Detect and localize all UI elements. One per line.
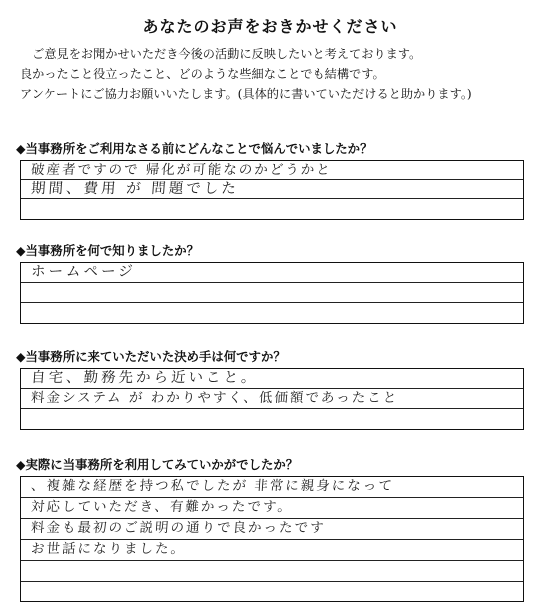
intro-line: 良かったこと役立ったこと、どのような些細なことでも結構です。 — [20, 67, 385, 81]
answer-line — [21, 409, 523, 429]
handwritten-answer — [30, 303, 31, 321]
answer-line — [21, 519, 523, 540]
answer-box — [20, 368, 524, 430]
answer-line — [21, 283, 523, 303]
handwritten-answer: 破産者ですので 帰化が可能なのかどうかと — [30, 162, 333, 178]
question-heading: ◆実際に当事務所を利用してみていかがでしたか？ — [16, 457, 299, 472]
page-title: あなたのお声をおきかせください — [142, 17, 398, 36]
answer-line — [21, 582, 523, 603]
answer-line — [21, 561, 523, 582]
answer-line — [21, 303, 523, 323]
answer-box — [20, 476, 524, 602]
handwritten-answer: 期間、費用 が 問題でした — [30, 181, 240, 197]
answer-line — [21, 498, 523, 519]
answer-line — [21, 161, 523, 180]
question-section-source — [16, 242, 526, 324]
handwritten-answer: 料金も最初のご説明の通りで良かったです — [30, 520, 327, 536]
question-heading: ◆当事務所に来ていただいた決め手は何ですか？ — [16, 349, 286, 364]
handwritten-answer: お世話になりました。 — [30, 541, 187, 557]
answer-line — [21, 263, 523, 283]
answer-box — [20, 262, 524, 324]
handwritten-answer: 対応していただき、有難かったです。 — [30, 499, 294, 515]
handwritten-answer: 自宅、勤務先から近いこと。 — [30, 370, 260, 386]
answer-line — [21, 369, 523, 389]
question-section-worries — [16, 140, 526, 220]
handwritten-answer — [30, 199, 31, 217]
answer-line — [21, 389, 523, 409]
question-section-experience — [16, 456, 526, 602]
handwritten-answer: 料金システム が わかりやすく、低価額であったこと — [30, 390, 399, 406]
answer-box — [20, 160, 524, 220]
question-heading: ◆当事務所をご利用なさる前にどんなことで悩んでいましたか？ — [16, 141, 373, 156]
handwritten-answer: ホームページ — [30, 264, 137, 280]
handwritten-answer: 、複雑な経歴を持つ私でしたが 非常に親身になって — [30, 478, 395, 494]
question-section-deciding-factor — [16, 348, 526, 430]
answer-line — [21, 199, 523, 218]
answer-line — [21, 540, 523, 561]
handwritten-answer — [30, 283, 31, 301]
intro-line: ご意見をお聞かせいただき今後の活動に反映したいと考えております。 — [20, 47, 422, 61]
intro-line: アンケートにご協力お願いいたします。(具体的に書いていただけると助かります。) — [20, 87, 472, 101]
intro-text — [20, 44, 525, 104]
handwritten-answer — [30, 409, 31, 427]
answer-line — [21, 477, 523, 498]
answer-line — [21, 180, 523, 199]
question-heading: ◆当事務所を何で知りましたか？ — [16, 243, 199, 258]
